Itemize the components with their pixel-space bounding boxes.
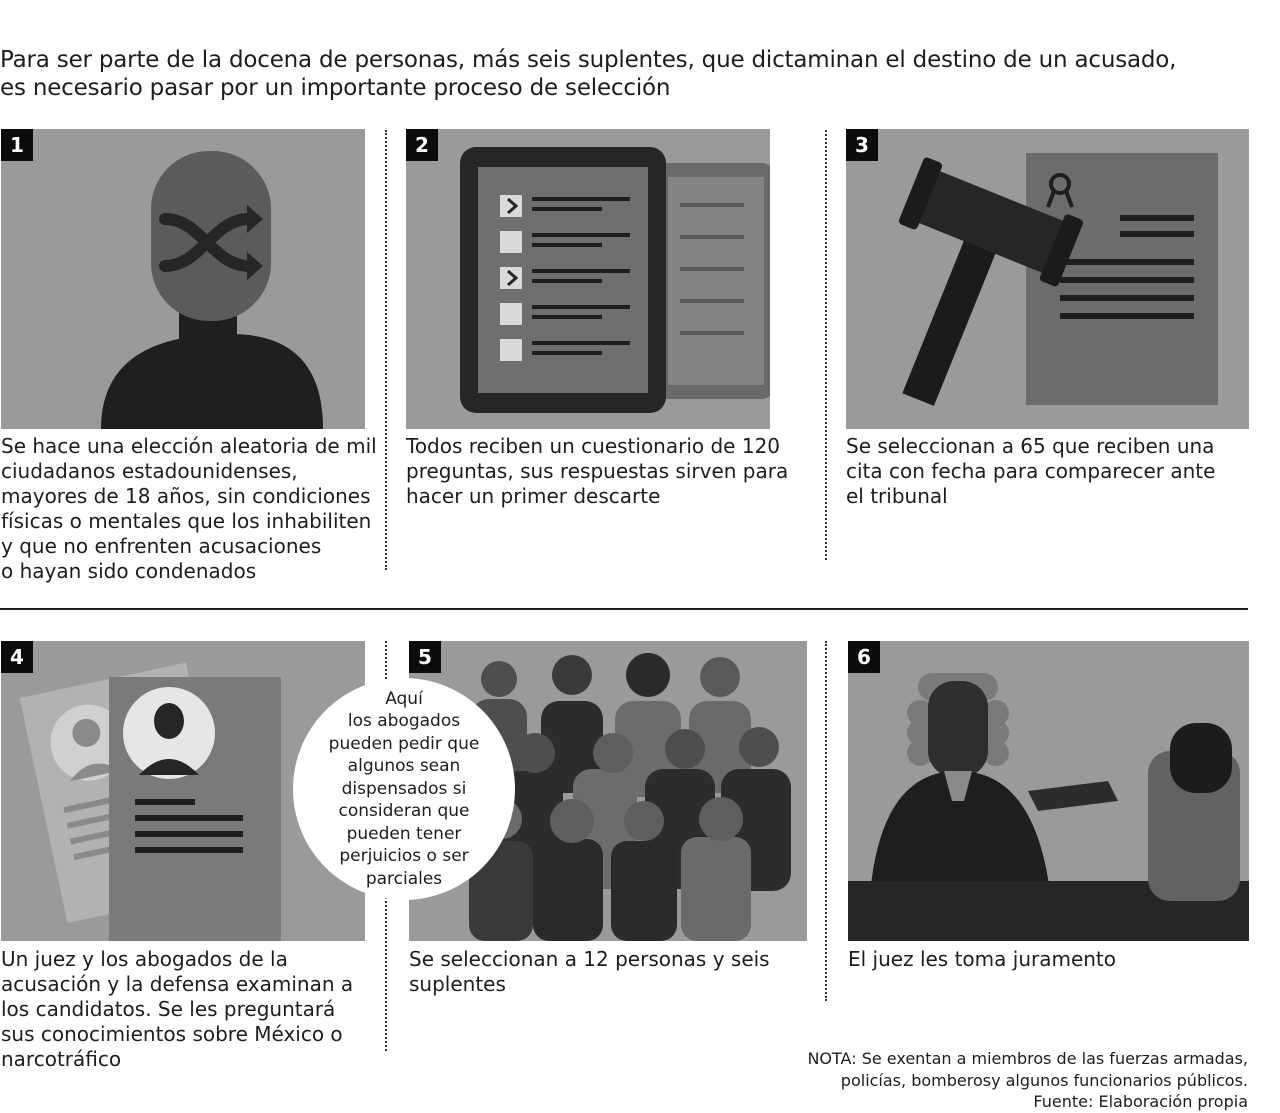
intro-line-2: es necesario pasar por un importante proceso de selección (0, 75, 671, 101)
gavel-document-icon (846, 129, 1249, 429)
step-3-illustration (846, 129, 1249, 429)
step-2-illustration (406, 129, 770, 429)
column-divider (385, 130, 387, 570)
caption-line: y que no enfrenten acusaciones (1, 534, 322, 558)
caption-line: narcotráfico (1, 1047, 122, 1071)
bubble-line: dispensados si (341, 778, 467, 799)
caption-line: Se seleccionan a 65 que reciben una (846, 434, 1215, 458)
step-6-caption (848, 947, 1228, 972)
step-number: 1 (1, 129, 33, 161)
step-number: 6 (848, 641, 880, 673)
bubble-line: parciales (365, 868, 443, 889)
source-line: Fuente: Elaboración propia (1033, 1092, 1248, 1111)
caption-line: acusación y la defensa examinan a (1, 972, 354, 996)
caption-line: preguntas, sus respuestas sirven para (406, 459, 789, 483)
caption-line: hacer un primer descarte (406, 484, 661, 508)
note-line-1: NOTA: Se exentan a miembros de las fuerzas armadas, (807, 1049, 1248, 1068)
caption-line: o hayan sido condenados (1, 559, 257, 583)
judge-oath-icon (848, 641, 1249, 941)
step-3-caption (846, 434, 1226, 509)
intro-text (0, 46, 1240, 102)
column-divider (825, 130, 827, 560)
shuffle-person-icon (1, 129, 365, 429)
caption-line: sus conocimientos sobre México o (1, 1022, 343, 1046)
note-bubble (293, 678, 515, 900)
caption-line: Se seleccionan a 12 personas y seis (409, 947, 770, 971)
caption-line: El juez les toma juramento (848, 947, 1117, 971)
bubble-line: Aquí (385, 688, 423, 709)
caption-line: Se hace una elección aleatoria de mil (1, 434, 377, 458)
caption-line: cita con fecha para comparecer ante (846, 459, 1216, 483)
note-line-2: policías, bomberosy algunos funcionarios públicos. (840, 1070, 1248, 1090)
caption-line: mayores de 18 años, sin condiciones (1, 484, 371, 508)
step-number: 4 (1, 641, 33, 673)
caption-line: ciudadanos estadounidenses, (1, 459, 298, 483)
caption-line: físicas o mentales que los inhabiliten (1, 509, 372, 533)
bubble-line: consideran que (338, 801, 470, 822)
column-divider (825, 641, 827, 1001)
bubble-line: los abogados (347, 711, 461, 732)
questionnaire-icon (406, 129, 770, 429)
bubble-line: perjuicios o ser (339, 846, 469, 867)
step-6-illustration (848, 641, 1249, 941)
bubble-line: algunos sean (347, 756, 461, 777)
caption-line: suplentes (409, 972, 506, 996)
caption-line: Todos reciben un cuestionario de 120 (406, 434, 781, 458)
row-divider (0, 608, 1248, 610)
step-2-caption (406, 434, 789, 509)
step-number: 5 (409, 641, 441, 673)
step-4-caption (1, 947, 381, 1072)
step-1-caption (1, 434, 381, 584)
intro-line-1: Para ser parte de la docena de personas, más seis suplentes, que dictaminan el destino de un acusado, (0, 47, 1177, 73)
bubble-line: pueden pedir que (328, 733, 480, 754)
caption-line: Un juez y los abogados de la (1, 947, 288, 971)
step-5-caption (409, 947, 789, 997)
bubble-line: pueden tener (346, 823, 462, 844)
caption-line: el tribunal (846, 484, 948, 508)
step-number: 3 (846, 129, 878, 161)
step-number: 2 (406, 129, 438, 161)
caption-line: los candidatos. Se les preguntará (1, 997, 336, 1021)
step-1-illustration (1, 129, 365, 429)
footnote (807, 1048, 1248, 1113)
